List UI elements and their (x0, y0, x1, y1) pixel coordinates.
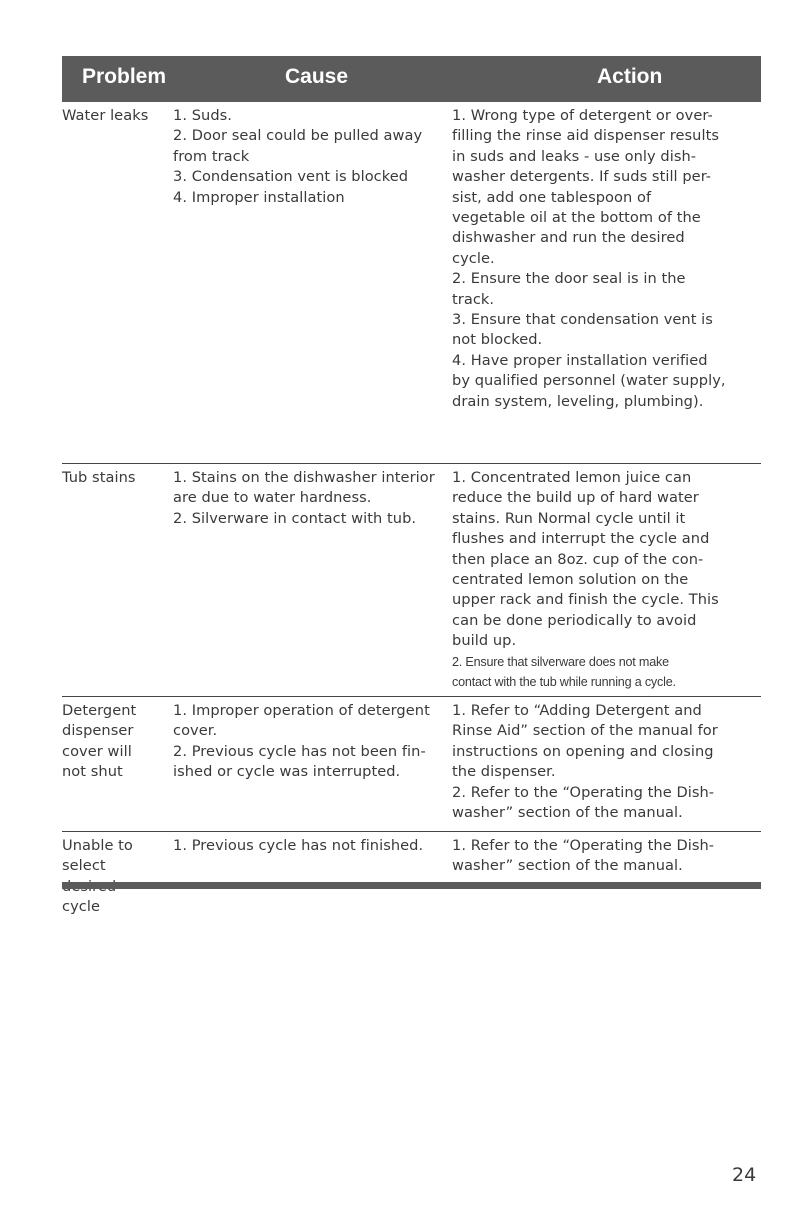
header-cause: Cause (285, 65, 349, 88)
problem-cell-line: Water leaks (62, 107, 149, 124)
action-cell-line: 1. Refer to “Adding Detergent and (452, 702, 702, 719)
cause-cell (173, 468, 443, 529)
action-cell-line: the dispenser. (452, 763, 556, 781)
action-cell-line: 2. Refer to the “Operating the Dish- (452, 783, 715, 801)
action-cell-line: stains. Run Normal cycle until it (452, 509, 686, 527)
action-cell-line: vegetable oil at the bottom of the (452, 209, 701, 227)
action-cell-line: 3. Ensure that condensation vent is (452, 311, 713, 329)
action-cell-line: sist, add one tablespoon of (452, 188, 652, 206)
problem-cell (62, 701, 148, 783)
action-cell-line: can be done periodically to avoid (452, 611, 697, 629)
cause-cell (173, 701, 443, 783)
action-cell-line: dishwasher and run the desired (452, 229, 685, 247)
action-cell-line: centrated lemon solution on the (452, 571, 689, 589)
header-problem: Problem (82, 65, 167, 88)
action-cell-line: track. (452, 290, 495, 308)
action-cell-line: in suds and leaks - use only dish- (452, 147, 697, 165)
cause-cell-line: cover. (173, 722, 218, 740)
action-cell-line: then place an 8oz. cup of the con- (452, 550, 704, 568)
action-cell-line: washer” section of the manual. (452, 804, 683, 822)
action-cell-line: flushes and interrupt the cycle and (452, 530, 710, 548)
problem-cell-line: cover will (62, 742, 132, 760)
problem-cell (62, 836, 148, 918)
troubleshooting-table (62, 56, 761, 957)
action-cell-line: upper rack and finish the cycle. This (452, 591, 719, 609)
action-cell-line: drain system, leveling, plumbing). (452, 392, 704, 410)
problem-cell-line: dispenser (62, 722, 134, 740)
problem-cell-line: Tub stains (62, 469, 136, 486)
table-row (62, 102, 761, 464)
action-cell-line: cycle. (452, 249, 495, 267)
problem-cell-line: cycle (62, 898, 100, 916)
header-action: Action (597, 65, 663, 88)
page-number: 24 (732, 1164, 757, 1186)
cause-cell-line: 1. Suds. (173, 107, 232, 124)
cause-cell-line: ished or cycle was interrupted. (173, 763, 401, 781)
action-cell-line: filling the rinse aid dispenser results (452, 127, 719, 145)
action-note-line: contact with the tub while running a cycle. (452, 674, 676, 689)
cause-cell-line: from track (173, 147, 250, 165)
cause-cell-line: 3. Condensation vent is blocked (173, 168, 409, 186)
action-cell-line: washer” section of the manual. (452, 857, 683, 875)
cause-cell-line: 2. Door seal could be pulled away (173, 127, 423, 145)
problem-cell-line: Detergent (62, 702, 137, 719)
action-cell-line: reduce the build up of hard water (452, 489, 699, 507)
action-cell-line: by qualified personnel (water supply, (452, 372, 726, 390)
table-row (62, 464, 761, 697)
action-cell-line: 2. Ensure the door seal is in the (452, 270, 686, 288)
action-cell (452, 836, 762, 877)
cause-cell-line: 2. Previous cycle has not been fin- (173, 742, 426, 760)
cause-cell-line: are due to water hardness. (173, 489, 372, 507)
problem-cell (62, 468, 148, 488)
action-cell-line: 4. Have proper installation verified (452, 351, 708, 369)
action-cell-line: 1. Concentrated lemon juice can (452, 469, 692, 486)
cause-cell-line: 1. Previous cycle has not finished. (173, 837, 424, 854)
cause-cell-line: 1. Stains on the dishwasher interior (173, 469, 435, 486)
table-row (62, 697, 761, 832)
problem-cell-line: select (62, 857, 106, 875)
action-cell (452, 701, 762, 823)
table-row (62, 832, 761, 957)
problem-cell-line: Unable to (62, 837, 133, 854)
cause-cell (173, 836, 443, 856)
cause-cell-line: 1. Improper operation of detergent (173, 702, 430, 719)
table-bottom-bar (62, 882, 761, 889)
problem-cell-line: not shut (62, 763, 123, 781)
cause-cell-line: 2. Silverware in contact with tub. (173, 509, 417, 527)
action-note-line: 2. Ensure that silverware does not make (452, 654, 669, 669)
action-cell-line: 1. Refer to the “Operating the Dish- (452, 837, 715, 854)
table-header (62, 56, 761, 102)
action-cell (452, 468, 762, 692)
action-cell-line: 1. Wrong type of detergent or over- (452, 107, 713, 124)
cause-cell (173, 106, 443, 208)
action-cell-line: not blocked. (452, 331, 543, 349)
action-cell-line: Rinse Aid” section of the manual for (452, 722, 718, 740)
action-cell-line: build up. (452, 632, 517, 650)
action-cell (452, 106, 762, 412)
problem-cell (62, 106, 148, 126)
cause-cell-line: 4. Improper installation (173, 188, 345, 206)
action-cell-line: washer detergents. If suds still per- (452, 168, 712, 186)
action-cell-line: instructions on opening and closing (452, 742, 714, 760)
